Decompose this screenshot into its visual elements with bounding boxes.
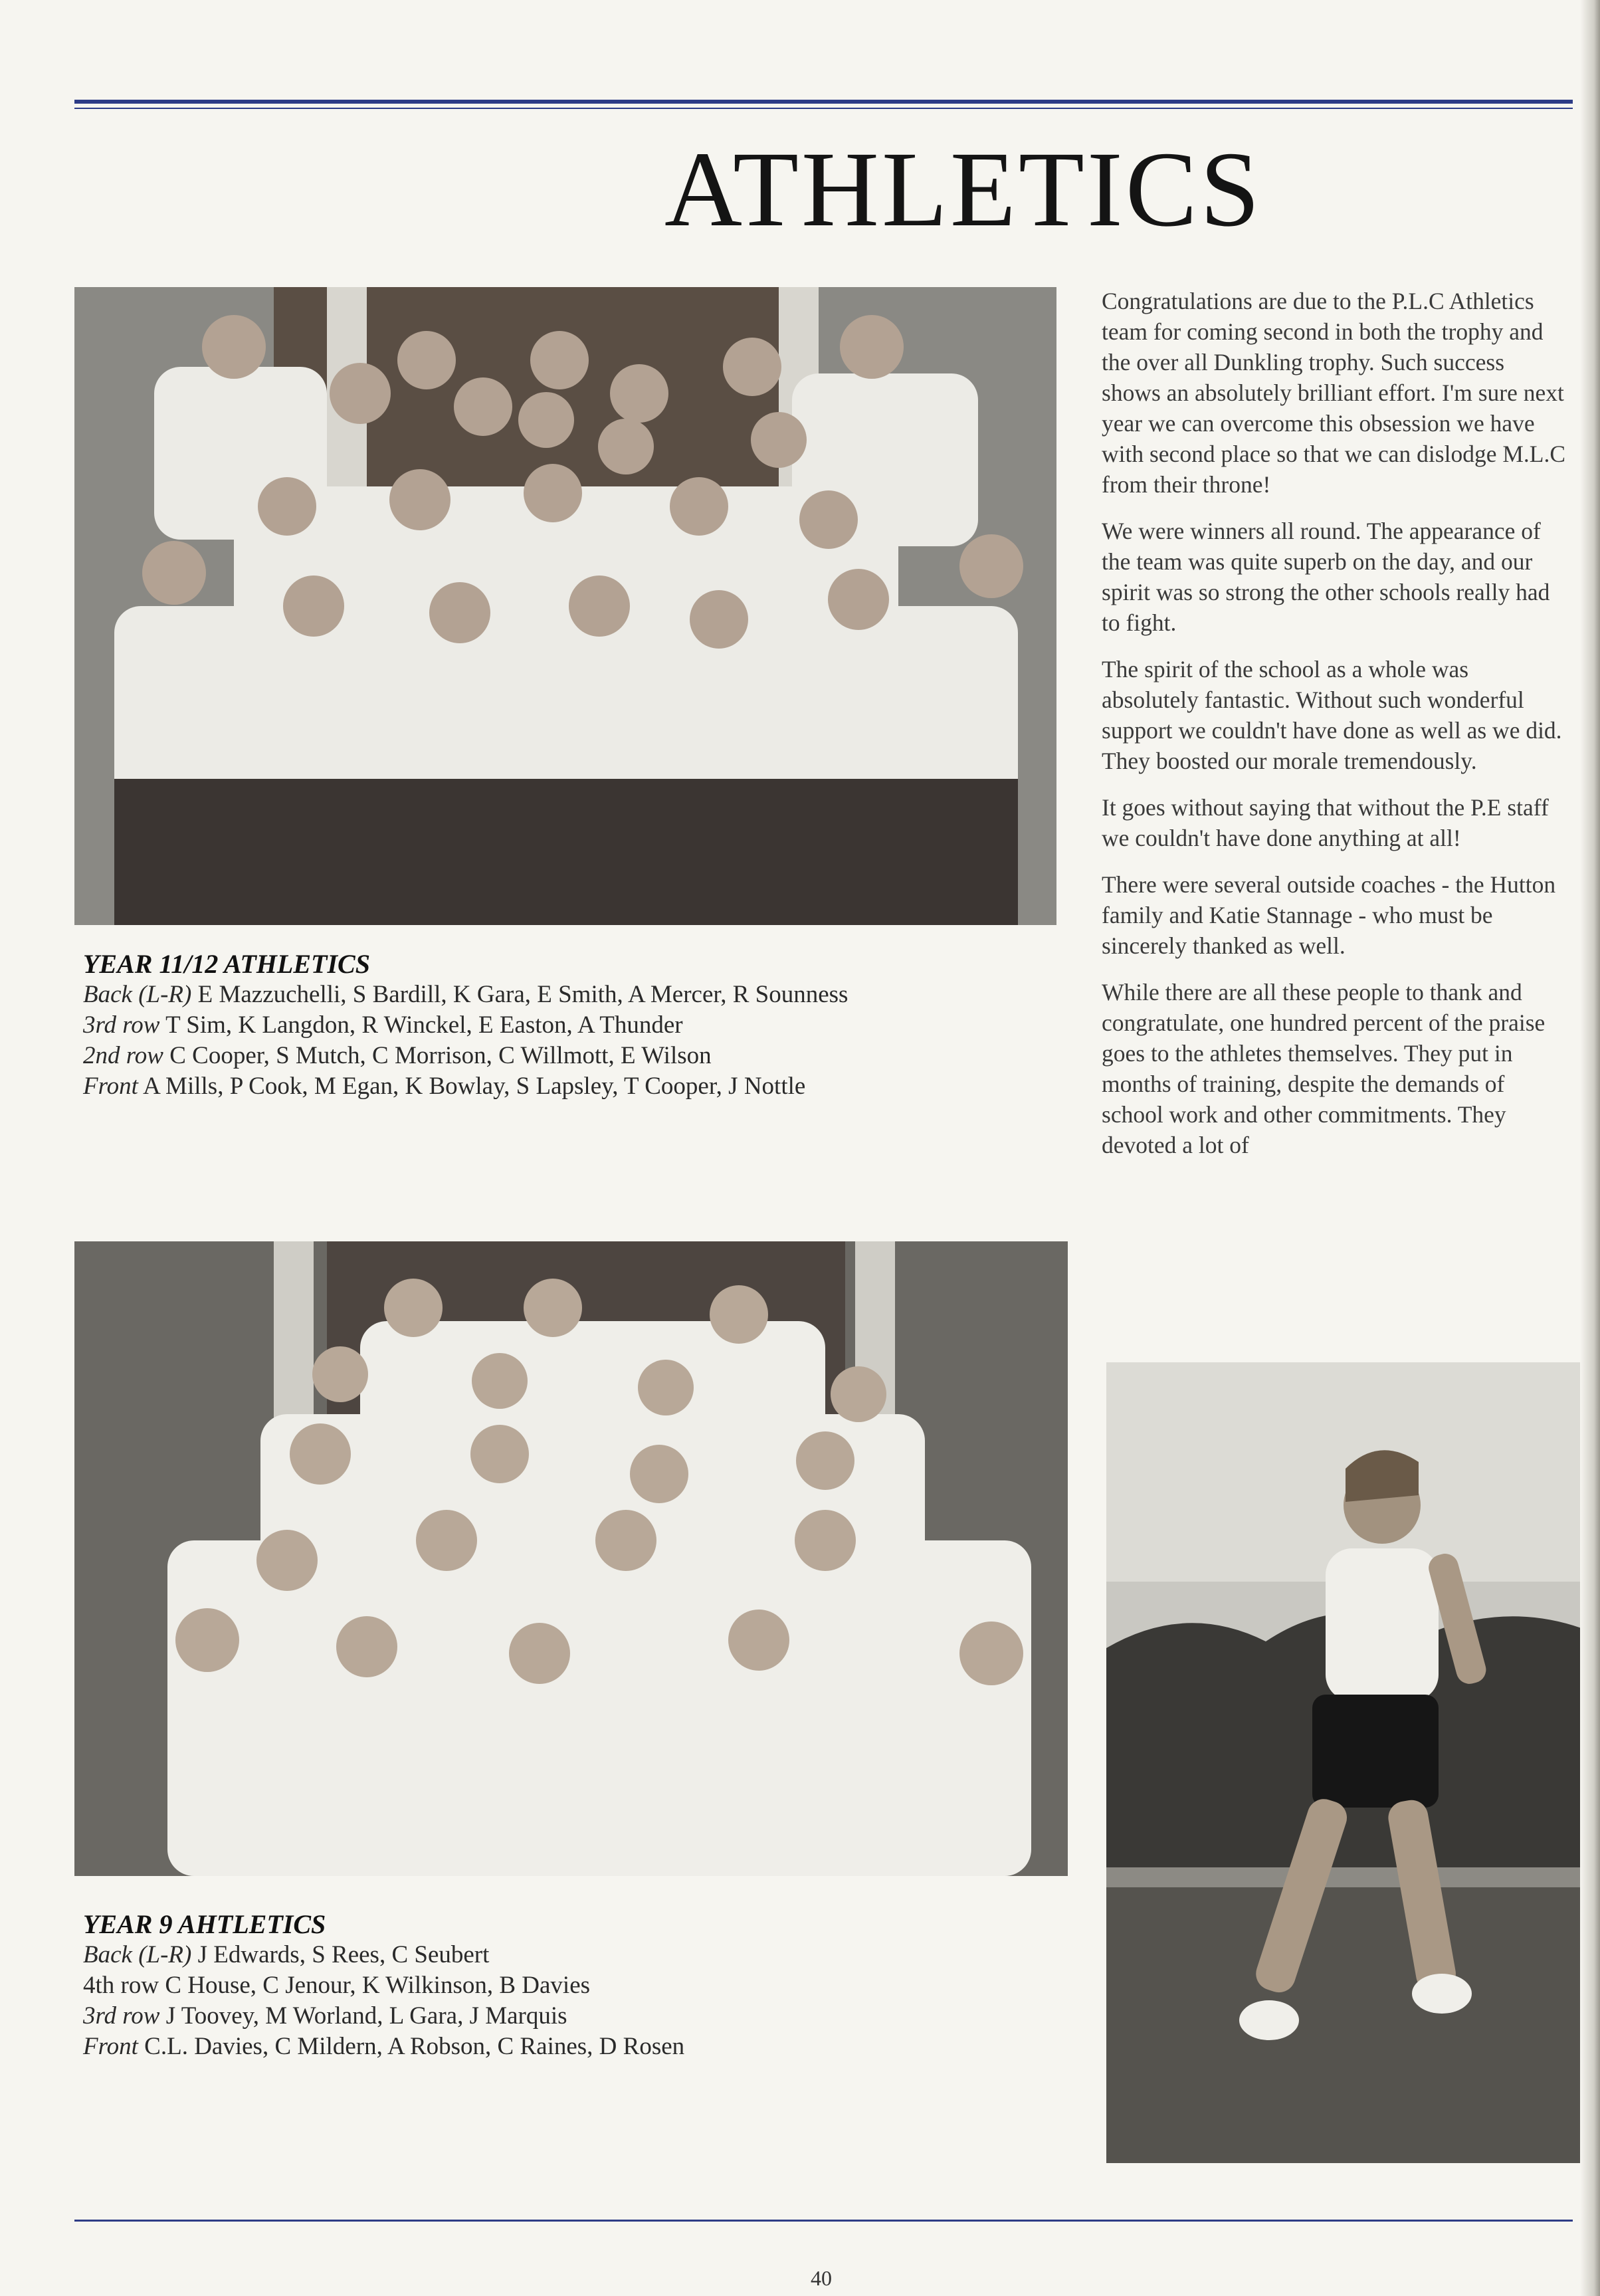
caption-year9 xyxy=(83,1909,684,2062)
caption-title: YEAR 11/12 ATHLETICS xyxy=(83,949,370,979)
top-rule xyxy=(74,100,1573,104)
top-rule-thin xyxy=(74,108,1573,109)
photo-year9-team xyxy=(74,1241,1068,1876)
caption-line: 2nd row C Cooper, S Mutch, C Morrison, C Willmott, E Wilson xyxy=(83,1042,712,1069)
caption-line: Back (L-R) E Mazzuchelli, S Bardill, K Gara, E Smith, A Mercer, R Sounness xyxy=(83,981,849,1008)
caption-line: 4th row C House, C Jenour, K Wilkinson, B Davies xyxy=(83,1972,591,1999)
caption-line: Front A Mills, P Cook, M Egan, K Bowlay, S Lapsley, T Cooper, J Nottle xyxy=(83,1073,806,1100)
caption-year11-12 xyxy=(83,949,848,1102)
caption-line: 3rd row J Toovey, M Worland, L Gara, J Marquis xyxy=(83,2002,567,2030)
caption-line: Front C.L. Davies, C Mildern, A Robson, C Raines, D Rosen xyxy=(83,2033,685,2060)
article-paragraph: It goes without saying that without the P.E staff we couldn't have done anything at all! xyxy=(1102,794,1549,851)
caption-line: Back (L-R) J Edwards, S Rees, C Seubert xyxy=(83,1941,490,1968)
article-paragraph: While there are all these people to thank and congratulate, one hundred percent of the praise goes to the athletes themselves. They put in months of training, despite the demands of school work and other commitments. They devoted a lot of xyxy=(1102,979,1546,1158)
caption-title: YEAR 9 AHTLETICS xyxy=(83,1909,326,1939)
page-edge-shadow xyxy=(1580,0,1600,2296)
caption-line: 3rd row T Sim, K Langdon, R Winckel, E Easton, A Thunder xyxy=(83,1011,683,1039)
page-title: ATHLETICS xyxy=(664,130,1262,249)
photo-runner xyxy=(1106,1362,1581,2163)
article-body xyxy=(1102,286,1567,1176)
article-paragraph: The spirit of the school as a whole was absolutely fantastic. Without such wonderful support we couldn't have done as well as we did. They boosted our morale tremendously. xyxy=(1102,656,1562,774)
page-number: 40 xyxy=(811,2266,832,2290)
bottom-rule xyxy=(74,2220,1573,2222)
photo-year11-12-team xyxy=(74,287,1056,925)
article-paragraph: We were winners all round. The appearance of the team was quite superb on the day, and our spirit was so strong the other schools really had to fight. xyxy=(1102,518,1550,636)
article-paragraph: Congratulations are due to the P.L.C Athletics team for coming second in both the trophy and the over all Dunkling trophy. Such success shows an absolutely brilliant effort. I'm sure next year we can overcome this obsession we have with second place so that we can dislodge M.L.C from their throne! xyxy=(1102,288,1566,498)
article-paragraph: There were several outside coaches - the Hutton family and Katie Stannage - who must be sincerely thanked as well. xyxy=(1102,871,1556,959)
